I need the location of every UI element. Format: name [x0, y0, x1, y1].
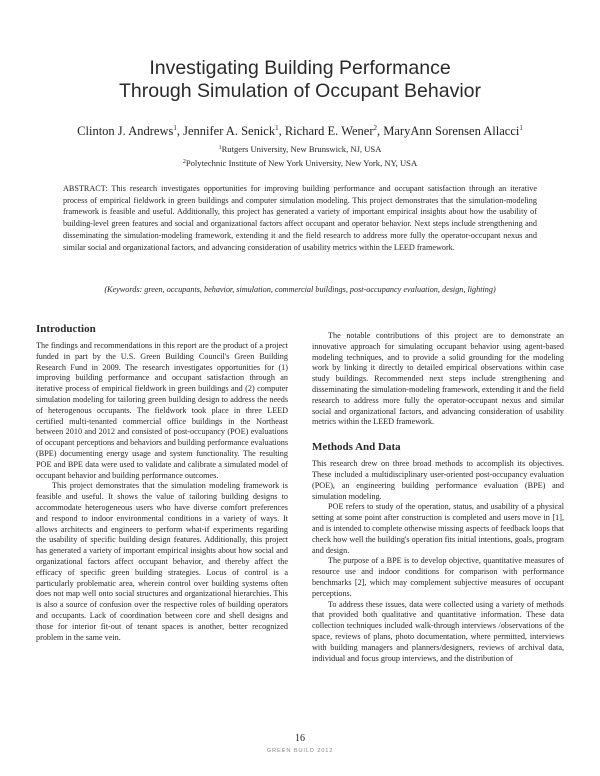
section-heading-introduction: Introduction	[36, 323, 96, 335]
author-name: Jennifer A. Senick	[183, 124, 276, 138]
title-line-1: Investigating Building Performance	[149, 57, 451, 79]
page-number: 16	[295, 733, 305, 744]
affiliation	[40, 157, 560, 169]
section-heading-methods-and-data: Methods And Data	[312, 441, 401, 454]
affiliation-text: Polytechnic Institute of New York University, New York, NY, USA	[185, 158, 418, 168]
author-list	[20, 120, 580, 139]
author-separator: ,	[278, 124, 285, 138]
paragraph: The findings and recommendations in this report are the product of a project funded in part by the U.S. Green Building Council's Green Building Research Fund in 2009. The research investigates opportunities for (1) improving building performance and occupant satisfaction through an iterative process of empirical fieldwork in green buildings and (2) computer simulation modeling for tailoring green building design to address the needs of heterogenous occupants. The fieldwork took place in three LEED certified multi-tenanted commercial office buildings in the Northeast between 2010 and 2012 and consisted of post-occupancy (POE) evaluations of occupant perceptions and behaviors and building performance evaluations (BPE) documenting energy usage and system functionality. The resulting POE and BPE data were used to validate and calibrate a simulated model of occupant behavior and building performance outcomes.	[36, 341, 288, 480]
paragraph: This project demonstrates that the simulation modeling framework is feasible and useful. It shows the value of tailoring building designs to accommodate heterogeneous users who have diverse comfort preferences and respond to indoor environmental conditions in a variety of ways. It allows architects and engineers to perform what-if experiments regarding the usability of specific building design features. Additionally, this project has generated a variety of important empirical insights about how social and organizational factors affect occupant behavior, and thereby affect the efficacy of specific green building strategies. Locus of control is a particularly problematic area, wherein control over building systems often does not map well onto social structures and organizational hierarchies. This is also a source of confusion over the respective roles of building operators and occupants. Lack of coordination between core and shell designs and those for interior fit-out of tenant spaces is another, better recognized problem in the same vein.	[36, 481, 288, 642]
affiliation-text: Rutgers University, New Brunswick, NJ, USA	[221, 144, 382, 154]
affiliation-mark: 1	[218, 145, 222, 151]
abstract: ABSTRACT: This research investigates opportunities for improving building performance and occupant satisfaction through an iterative process of empirical fieldwork in green buildings and computer simulation modeling. This project demonstrates that the simulation-modeling framework is feasible and useful. Additionally, this project has generated a variety of important empirical insights about how the usability of building-level green features and social and organizational factors affect occupant and operator behavior. Next steps include strengthening and disseminating the simulation-modeling framework, extending it and the field research to address more fully the operator-occupant nexus and similar social and organizational factors, and advancing consideration of usability metrics within the LEED framework.	[63, 184, 537, 252]
author-separator: ,	[377, 124, 384, 138]
affiliation-mark: 2	[182, 159, 186, 165]
author-name: MaryAnn Sorensen Allacci	[383, 124, 520, 138]
affiliation	[40, 143, 560, 155]
author-name: Clinton J. Andrews	[77, 124, 174, 138]
author-separator: ,	[176, 124, 184, 138]
author-name: Richard E. Wener	[284, 124, 374, 138]
author-affiliation-mark: 1	[173, 124, 177, 132]
title-line-2: Through Simulation of Occupant Behavior	[118, 80, 482, 102]
paragraph: The purpose of a BPE is to develop objective, quantitative measures of resource use and indoor conditions for comparison with performance benchmarks [2], which may complement subjective measures of occupant perceptions.	[312, 556, 564, 598]
right-column	[312, 331, 564, 664]
paper-title	[40, 57, 560, 103]
keywords: (Keywords: green, occupants, behavior, simulation, commercial buildings, post-occupancy evaluation, design, lighting)	[104, 285, 496, 294]
paragraph: To address these issues, data were collected using a variety of methods that provided both qualitative and quantitative information. These data collection techniques included walk-through interviews /observations of the space, reviews of plans, photo documentation, where permitted, interviews with building managers and planners/designers, reviews of archival data, individual and focus group interviews, and the distribution of	[312, 599, 564, 663]
left-column	[36, 322, 288, 643]
author-affiliation-mark: 1	[519, 124, 523, 132]
paragraph: POE refers to study of the operation, status, and usability of a physical setting at some point after construction is completed and users move in [1], and is intended to complete otherwise missing aspects of feedback loops that check how well the building's operation fits initial intentions, goals, program and design.	[312, 502, 564, 555]
paragraph: This research drew on three broad methods to accomplish its objectives. These included a multidisciplinary user-oriented post-occupancy evaluation (POE), an engineering building performance evaluation (BPE) and simulation modeling.	[312, 459, 564, 501]
author-affiliation-mark: 1	[275, 124, 279, 132]
journal-footer: GREEN BUILD 2012	[266, 748, 334, 754]
author-affiliation-mark: 2	[373, 124, 378, 132]
paragraph: The notable contributions of this project are to demonstrate an innovative approach for simulating occupant behavior using agent-based modeling techniques, and to provide a solid grounding for the modeling work by linking it directly to detailed empirical observations within case study buildings. Recommended next steps include strengthening and disseminating the simulation-modeling framework, extending it and the field research to address more fully the operator-occupant nexus and similar social and organizational factors, and advancing consideration of usability metrics within the LEED framework.	[312, 331, 564, 427]
